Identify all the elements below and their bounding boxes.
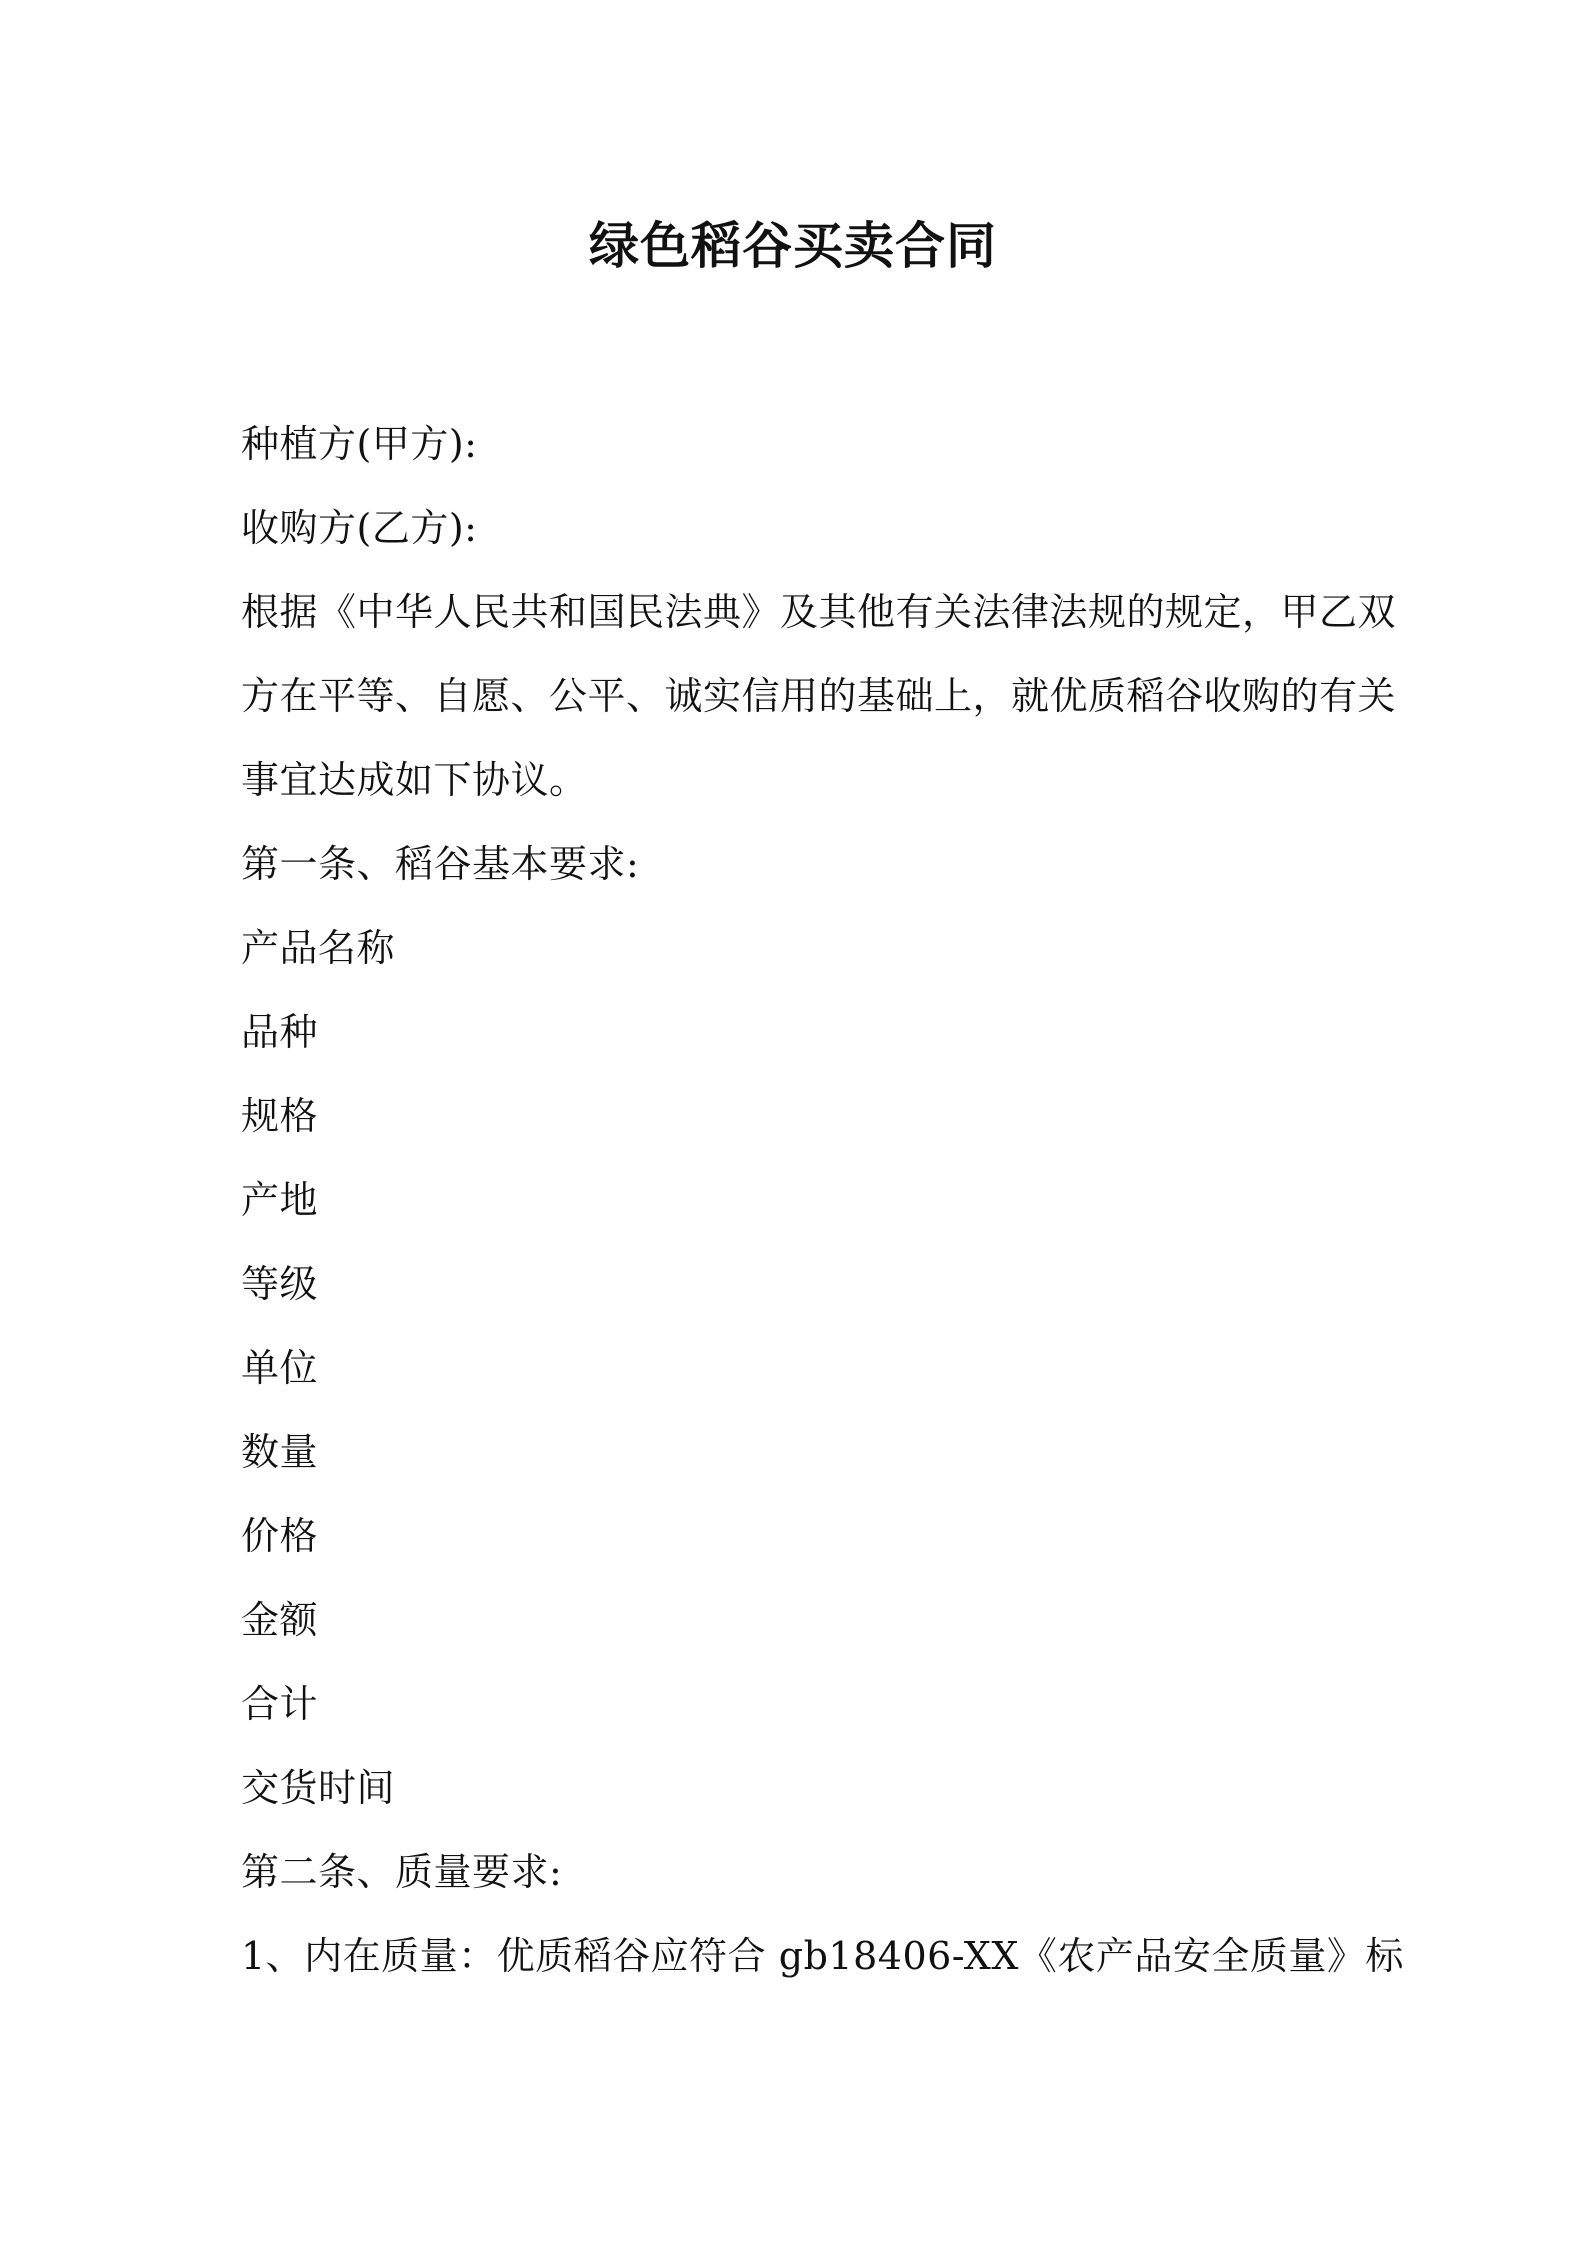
field-price: 价格 bbox=[241, 1514, 319, 1558]
field-grade: 等级 bbox=[241, 1262, 319, 1306]
article-1-heading: 第一条、稻谷基本要求: bbox=[241, 842, 640, 886]
field-unit: 单位 bbox=[241, 1346, 319, 1390]
field-specification: 规格 bbox=[241, 1094, 319, 1138]
article-2-heading: 第二条、质量要求: bbox=[241, 1850, 563, 1894]
field-amount: 金额 bbox=[241, 1598, 319, 1642]
field-total: 合计 bbox=[241, 1682, 319, 1726]
field-product-name: 产品名称 bbox=[241, 926, 396, 970]
field-origin: 产地 bbox=[241, 1178, 319, 1222]
party-b-line: 收购方(乙方): bbox=[241, 506, 478, 550]
field-delivery-time: 交货时间 bbox=[241, 1766, 396, 1810]
quality-clause-1: 1、内在质量：优质稻谷应符合 gb18406-XX《农产品安全质量》标 bbox=[241, 1934, 1404, 1978]
preamble-line-3: 事宜达成如下协议。 bbox=[241, 758, 588, 802]
field-quantity: 数量 bbox=[241, 1430, 319, 1474]
preamble-line-2: 方在平等、自愿、公平、诚实信用的基础上，就优质稻谷收购的有关 bbox=[241, 674, 1397, 718]
document-title: 绿色稻谷买卖合同 bbox=[589, 216, 997, 275]
party-a-line: 种植方(甲方): bbox=[241, 422, 478, 466]
field-variety: 品种 bbox=[241, 1010, 319, 1054]
document-body bbox=[241, 402, 1404, 1998]
preamble-line-1: 根据《中华人民共和国民法典》及其他有关法律法规的规定，甲乙双 bbox=[241, 590, 1397, 634]
